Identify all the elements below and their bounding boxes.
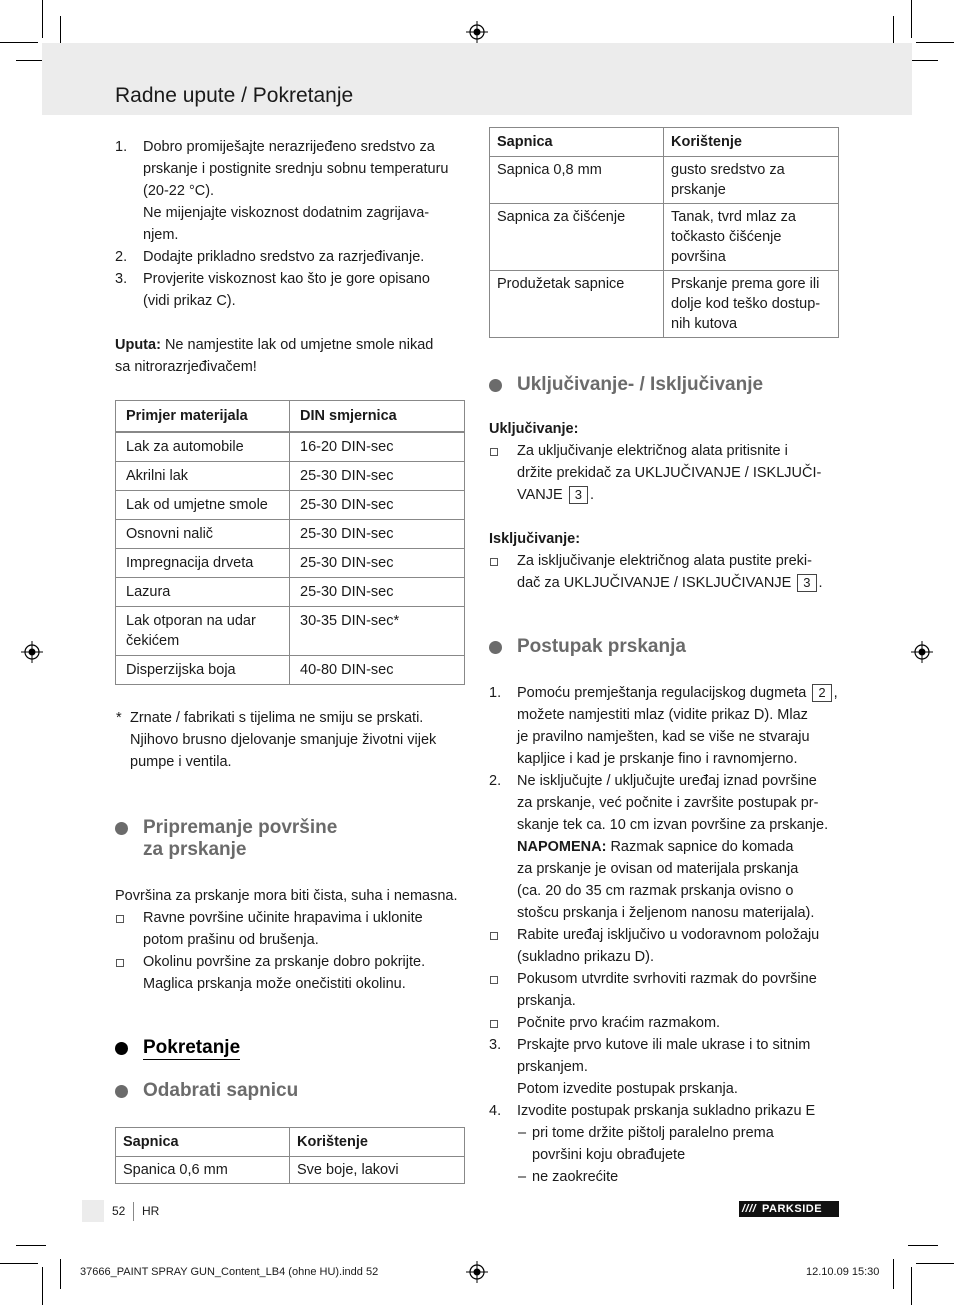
table-row <box>116 462 465 491</box>
off-list <box>489 550 839 594</box>
step-text: skanje tek ca. 10 cm izvan površine za prskanje. <box>517 817 829 833</box>
checkbox-bullet-icon <box>116 959 124 967</box>
list-text: ne zaokrećite <box>532 1169 619 1185</box>
section-heading <box>115 1037 465 1059</box>
registration-mark-icon <box>911 641 933 663</box>
step-number: 3. <box>115 271 128 287</box>
print-info: 37666_PAINT SPRAY GUN_Content_LB4 (ohne HU).indd 52 <box>80 1266 379 1278</box>
component-ref: 3 <box>569 486 588 504</box>
footnote-text: Zrnate / fabrikati s tijelima ne smiju se prskati. <box>130 710 424 726</box>
step-text: (20-22 °C). <box>143 183 215 199</box>
crop-mark <box>16 1245 46 1246</box>
brand-logo <box>739 1201 839 1217</box>
table-cell: Lak za automobile <box>116 433 290 462</box>
table-header: Sapnica <box>116 1128 290 1157</box>
table-cell: gusto sredstvo za prskanje <box>664 157 839 204</box>
step-item <box>489 682 839 770</box>
bullet-dot-icon <box>489 641 502 654</box>
list-text: Rabite uređaj isključivo u vodoravnom položaju <box>517 927 820 943</box>
list-item <box>489 968 839 1012</box>
footnote-text: Njihovo brusno djelovanje smanjuje životni vijek <box>130 732 437 748</box>
table-cell: Lak od umjetne smole <box>116 491 290 520</box>
list-text: potom prašinu od brušenja. <box>143 932 319 948</box>
note-text: Ne namjestite lak od umjetne smole nikad <box>160 337 434 353</box>
spray-steps <box>489 682 839 924</box>
footnote-star: * <box>116 710 122 726</box>
table-header-row <box>490 128 839 157</box>
crop-mark <box>911 0 912 38</box>
spray-bullets <box>489 924 839 1034</box>
step-text: Ne mijenjajte viskoznost dodatnim zagrijava- <box>143 205 430 221</box>
list-text: Okolinu površine za prskanje dobro pokrijte. <box>143 954 426 970</box>
step-number: 2. <box>115 249 128 265</box>
crop-mark <box>0 42 38 43</box>
list-item <box>489 1122 839 1166</box>
crop-mark <box>893 1259 894 1289</box>
footnote-text: pumpe i ventila. <box>130 754 232 770</box>
list-text: . <box>589 487 594 503</box>
crop-mark <box>916 1263 954 1264</box>
step-text: je pravilno namješten, kad se više ne stvaraju <box>517 729 810 745</box>
left-column <box>115 136 465 1184</box>
component-ref: 2 <box>812 684 831 702</box>
crop-mark <box>911 1267 912 1305</box>
table-cell: Akrilni lak <box>116 462 290 491</box>
list-text: držite prekidač za UKLJUČIVANJE / ISKLJUČI- <box>517 465 822 481</box>
step-number: 1. <box>115 139 128 155</box>
table-cell: Lazura <box>116 578 290 607</box>
table-row <box>116 607 465 656</box>
bullet-dot-icon <box>489 379 502 392</box>
step-text: kapljice i kad je prskanje fino i ravnomjerno. <box>517 751 798 767</box>
step-text: Dodajte prikladno sredstvo za razrjeđivanje. <box>143 249 425 265</box>
spray-steps-cont <box>489 1034 839 1122</box>
page-title: Radne upute / Pokretanje <box>115 84 354 107</box>
table-cell: 30-35 DIN-sec* <box>290 607 465 656</box>
crop-mark <box>893 16 894 46</box>
table-row <box>116 491 465 520</box>
list-item <box>489 1166 839 1188</box>
section-heading <box>489 636 839 658</box>
table-cell: Sapnica 0,8 mm <box>490 157 664 204</box>
step-text: Izvodite postupak prskanja sukladno prikazu E <box>517 1103 816 1119</box>
checkbox-bullet-icon <box>490 448 498 456</box>
list-text: Za uključivanje električnog alata pritisnite i <box>517 443 788 459</box>
step-text: prskanje i postignite srednju sobnu temperaturu <box>143 161 449 177</box>
footer-band <box>82 1200 104 1222</box>
table-cell: 16-20 DIN-sec <box>290 433 465 462</box>
list-item <box>115 907 465 951</box>
table-header: DIN smjernica <box>290 401 465 432</box>
step-text: za prskanje je ovisan od materijala prskanja <box>517 861 799 877</box>
list-text: . <box>818 575 823 591</box>
registration-mark-icon <box>466 1261 488 1283</box>
logo-stripes-icon: //// <box>742 1203 757 1215</box>
list-text: dač za UKLJUČIVANJE / ISKLJUČIVANJE <box>517 575 792 591</box>
heading-text: Postupak prskanja <box>517 636 686 657</box>
print-date: 12.10.09 15:30 <box>806 1266 880 1278</box>
brand-name: PARKSIDE <box>762 1203 823 1215</box>
checkbox-bullet-icon <box>490 976 498 984</box>
step-number: 4. <box>489 1103 502 1119</box>
table-row <box>116 1157 465 1184</box>
heading-text: Pokretanje <box>143 1037 241 1058</box>
page-number: 52 <box>112 1204 126 1218</box>
checkbox-bullet-icon <box>490 1020 498 1028</box>
surface-intro: Površina za prskanje mora biti čista, suha i nemasna. <box>115 888 458 904</box>
table-row <box>116 520 465 549</box>
checkbox-bullet-icon <box>490 558 498 566</box>
dash-marker: – <box>518 1169 527 1185</box>
table-cell: 25-30 DIN-sec <box>290 491 465 520</box>
table-cell: Lak otporan na udar čekićem <box>116 607 290 656</box>
list-text: Za isključivanje električnog alata pustite preki- <box>517 553 812 569</box>
note-text: sa nitrorazrjeđivačem! <box>115 359 257 375</box>
material-table-body <box>115 432 465 685</box>
step-number: 1. <box>489 685 502 701</box>
step-number: 3. <box>489 1037 502 1053</box>
step-text: , <box>833 685 838 701</box>
table-header-row <box>116 401 465 432</box>
step-text: Provjerite viskoznost kao što je gore opisano <box>143 271 430 287</box>
list-text: Počnite prvo kraćim razmakom. <box>517 1015 721 1031</box>
table-cell: Produžetak sapnice <box>490 271 664 338</box>
list-text: Ravne površine učinite hrapavima i uklonite <box>143 910 423 926</box>
note-label: NAPOMENA: <box>517 839 607 855</box>
nozzle-table-2 <box>489 127 839 338</box>
step-text: Ne isključujte / uključujte uređaj iznad površine <box>517 773 817 789</box>
heading-text: Odabrati sapnicu <box>143 1080 299 1101</box>
step-text: (ca. 20 do 35 cm razmak prskanja ovisno o <box>517 883 794 899</box>
table-cell: 25-30 DIN-sec <box>290 520 465 549</box>
crop-mark <box>60 1259 61 1289</box>
table-cell: Sve boje, lakovi <box>290 1157 465 1184</box>
bullet-dot-icon <box>115 822 128 835</box>
material-table <box>115 400 465 432</box>
step-item <box>115 246 465 268</box>
table-cell: Spanica 0,6 mm <box>116 1157 290 1184</box>
table-cell: 25-30 DIN-sec <box>290 578 465 607</box>
preparation-steps <box>115 136 465 312</box>
list-item <box>115 951 465 995</box>
checkbox-bullet-icon <box>116 915 124 923</box>
step-text: stošcu prskanja i željenom nanosu materijala). <box>517 905 815 921</box>
step-item <box>489 1100 839 1122</box>
heading-text: za prskanje <box>143 839 247 860</box>
step-text: njem. <box>143 227 179 243</box>
table-cell: Disperzijska boja <box>116 656 290 685</box>
language-code: HR <box>142 1204 160 1218</box>
list-text: Pokusom utvrdite svrhoviti razmak do površine <box>517 971 817 987</box>
checkbox-bullet-icon <box>490 932 498 940</box>
crop-mark <box>42 1267 43 1305</box>
list-text: površini koju obrađujete <box>532 1147 686 1163</box>
step-text: Prskajte prvo kutove ili male ukrase i to sitnim <box>517 1037 811 1053</box>
list-text: (sukladno prikazu D). <box>517 949 654 965</box>
footnote <box>115 707 465 773</box>
table-header-row <box>116 1128 465 1157</box>
table-header: Primjer materijala <box>116 401 290 432</box>
off-label: Isključivanje: <box>489 531 581 547</box>
registration-mark-icon <box>466 21 488 43</box>
crop-mark <box>60 16 61 46</box>
list-item <box>489 440 839 506</box>
table-cell: Sapnica za čišćenje <box>490 204 664 271</box>
table-header: Korištenje <box>664 128 839 157</box>
section-heading <box>489 374 839 396</box>
table-cell: Osnovni nalič <box>116 520 290 549</box>
table-cell: 40-80 DIN-sec <box>290 656 465 685</box>
table-cell: Impregnacija drveta <box>116 549 290 578</box>
crop-mark <box>908 60 938 61</box>
crop-mark <box>42 0 43 38</box>
table-cell: Tanak, tvrd mlaz za točkasto čišćenje površina <box>664 204 839 271</box>
list-text: VANJE <box>517 487 563 503</box>
section-heading <box>115 817 465 861</box>
list-text: pri tome držite pištolj paralelno prema <box>532 1125 774 1141</box>
step-text: (vidi prikaz C). <box>143 293 236 309</box>
table-row <box>116 578 465 607</box>
list-item <box>489 924 839 968</box>
table-row <box>490 271 839 338</box>
table-row <box>116 549 465 578</box>
component-ref: 3 <box>797 574 816 592</box>
nozzle-table <box>115 1127 465 1184</box>
table-cell: Prskanje prema gore ili dolje kod teško dostup-nih kutova <box>664 271 839 338</box>
crop-mark <box>916 42 954 43</box>
table-cell: 25-30 DIN-sec <box>290 549 465 578</box>
table-cell: 25-30 DIN-sec <box>290 462 465 491</box>
table-row <box>490 157 839 204</box>
footer-divider <box>133 1202 134 1221</box>
step-text: Potom izvedite postupak prskanja. <box>517 1081 738 1097</box>
bullet-dot-icon <box>115 1085 128 1098</box>
list-item <box>489 550 839 594</box>
section-heading <box>115 1080 465 1102</box>
surface-bullets <box>115 907 465 995</box>
table-row <box>490 204 839 271</box>
step-item <box>489 1034 839 1100</box>
table-row <box>116 656 465 685</box>
step-text: Dobro promiješajte nerazrijeđeno sredstvo za <box>143 139 435 155</box>
dash-marker: – <box>518 1125 527 1141</box>
list-text: Maglica prskanja može onečistiti okolinu. <box>143 976 406 992</box>
step-text: Razmak sapnice do komada <box>606 839 794 855</box>
table-row <box>116 433 465 462</box>
step-text: za prskanje, već počnite i završite postupak pr- <box>517 795 819 811</box>
step-number: 2. <box>489 773 502 789</box>
table-header: Korištenje <box>290 1128 465 1157</box>
list-text: prskanja. <box>517 993 576 1009</box>
step-text: prskanjem. <box>517 1059 588 1075</box>
step-text: Pomoću premještanja regulacijskog dugmeta <box>517 685 807 701</box>
step-item <box>489 770 839 924</box>
step-text: možete namjestiti mlaz (vidite prikaz D). Mlaz <box>517 707 808 723</box>
table-header: Sapnica <box>490 128 664 157</box>
step-item <box>115 268 465 312</box>
crop-mark <box>908 1245 938 1246</box>
list-item <box>489 1012 839 1034</box>
crop-mark <box>0 1263 38 1264</box>
heading-text: Pripremanje površine <box>143 817 338 838</box>
right-column <box>489 127 839 1188</box>
step-item <box>115 136 465 246</box>
note <box>115 334 465 378</box>
registration-mark-icon <box>21 641 43 663</box>
bullet-dot-icon <box>115 1042 128 1055</box>
heading-text: Uključivanje- / Isključivanje <box>517 374 764 395</box>
on-list <box>489 440 839 506</box>
note-label: Uputa: <box>115 337 161 353</box>
dash-list <box>489 1122 839 1188</box>
on-label: Uključivanje: <box>489 421 579 437</box>
